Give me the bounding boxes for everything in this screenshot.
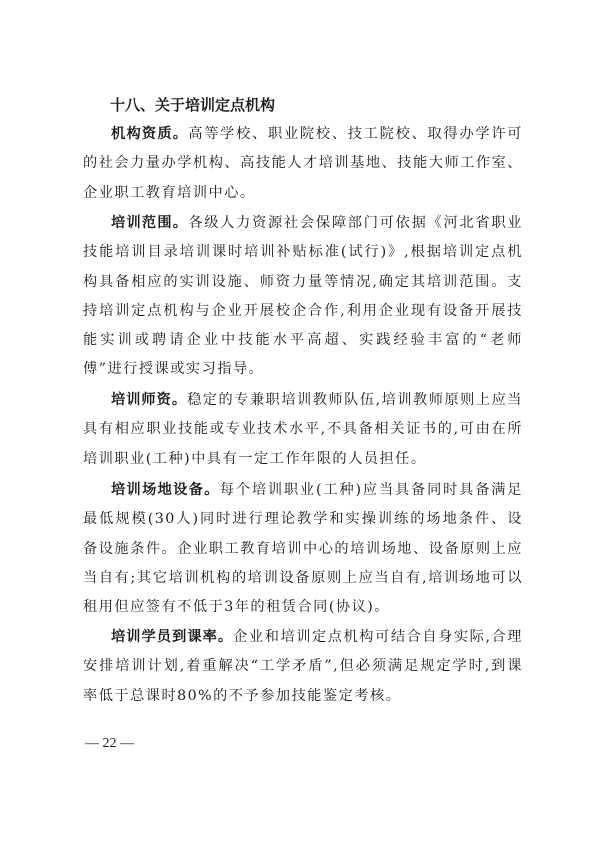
- paragraph-training-scope: [83, 209, 523, 385]
- paragraph-lead: 培训学员到课率。: [111, 629, 234, 645]
- paragraph-lead: 机构资质。: [111, 126, 189, 142]
- paragraph-institution-qualification: [83, 120, 523, 208]
- paragraph-training-facilities: [83, 476, 523, 622]
- paragraph-training-teachers: [83, 386, 523, 474]
- page-number: — 22 —: [85, 736, 134, 751]
- paragraph-lead: 培训场地设备。: [111, 482, 220, 498]
- paragraph-body: 企业和培训定点机构可结合自身实际,合理安排培训计划,着重解决“工学矛盾”,但必须满足规定学时,到课率低于总课时80%的不予参加技能鉴定考核。: [83, 629, 523, 704]
- paragraph-body: 每个培训职业(工种)应当具备同时具备满足最低规模(30人)同时进行理论教学和实操训练的场地条件、设备设施条件。企业职工教育培训中心的培训场地、设备原则上应当自有;其它培训机构的培训设备原则上应当自有,培训场地可以租用但应签有不低于3年的租赁合同(协议)。: [83, 482, 523, 616]
- paragraph-body: 稳定的专兼职培训教师队伍,培训教师原则上应当具有相应职业技能或专业技术水平,不具备相关证书的,可由在所培训职业(工种)中具有一定工作年限的人员担任。: [83, 392, 523, 467]
- paragraph-body: 高等学校、职业院校、技工院校、取得办学许可的社会力量办学机构、高技能人才培训基地、技能大师工作室、企业职工教育培训中心。: [83, 126, 523, 201]
- paragraph-body: 各级人力资源社会保障部门可依据《河北省职业技能培训目录培训课时培训补贴标准(试行)》,根据培训定点机构具备相应的实训设施、师资力量等情况,确定其培训范围。支持培训定点机构与企业开展校企合作,利用企业现有设备开展技能实训或聘请企业中技能水平高超、实践经验丰富的“老师傅”进行授课或实习指导。: [83, 215, 523, 378]
- paragraph-attendance-rate: [83, 623, 523, 711]
- paragraph-lead: 培训师资。: [111, 392, 188, 408]
- paragraph-lead: 培训范围。: [111, 215, 189, 231]
- section-heading: 十八、关于培训定点机构: [110, 96, 276, 114]
